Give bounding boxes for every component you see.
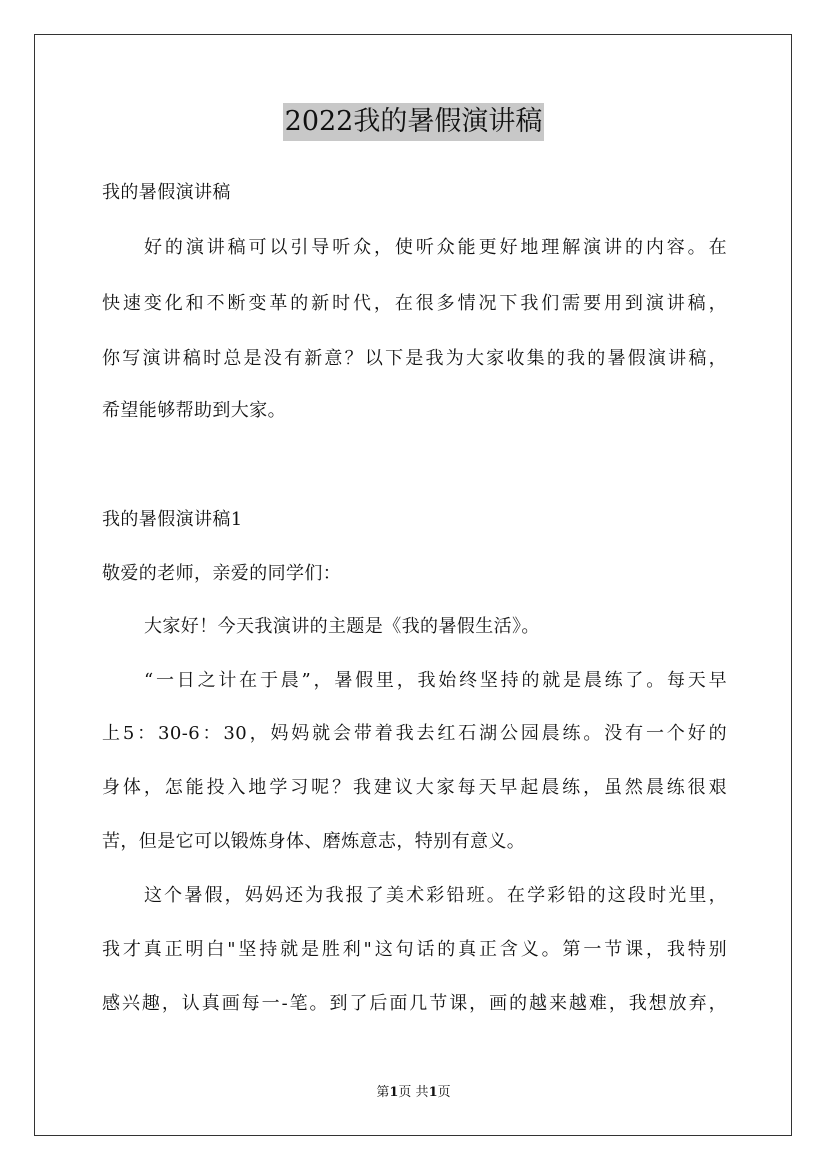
paragraph2-line-1: 这个暑假，妈妈还为我报了美术彩铅班。在学彩铅的这段时光里，: [144, 885, 727, 906]
footer-page-number: 1: [389, 1085, 399, 1100]
paragraph1-line-1: “一日之计在于晨”，暑假里，我始终坚持的就是晨练了。每天早: [144, 670, 727, 691]
paragraph1-line-2: 上5：30-6：30，妈妈就会带着我去红石湖公园晨练。没有一个好的: [102, 723, 727, 744]
paragraph1-line-3: 身体，怎能投入地学习呢？我建议大家每天早起晨练，虽然晨练很艰: [102, 777, 727, 798]
greeting: 大家好！今天我演讲的主题是《我的暑假生活》。: [144, 616, 540, 637]
document-title-text: 2022我的暑假演讲稿: [283, 103, 545, 141]
section-heading: 我的暑假演讲稿1: [102, 509, 243, 530]
paragraph2-line-3: 感兴趣，认真画每一-笔。到了后面几节课，画的越来越难，我想放弃，: [102, 993, 727, 1014]
footer-page-total: 1: [428, 1085, 438, 1100]
intro-line-1: 好的演讲稿可以引导听众，使听众能更好地理解演讲的内容。在: [144, 237, 727, 258]
footer-suffix: 页: [437, 1085, 451, 1100]
document-subtitle: 我的暑假演讲稿: [102, 182, 231, 203]
document-title: [0, 103, 827, 143]
intro-line-2: 快速变化和不断变革的新时代，在很多情况下我们需要用到演讲稿，: [102, 293, 727, 314]
page-footer: [0, 1084, 827, 1102]
footer-prefix: 第: [376, 1085, 390, 1100]
salutation: 敬爱的老师，亲爱的同学们：: [102, 563, 342, 584]
paragraph1-line-4: 苦，但是它可以锻炼身体、磨炼意志，特别有意义。: [102, 831, 526, 852]
intro-line-4: 希望能够帮助到大家。: [102, 400, 286, 421]
paragraph2-line-2: 我才真正明白"坚持就是胜利"这句话的真正含义。第一节课，我特别: [102, 939, 727, 960]
footer-mid: 页 共: [398, 1085, 429, 1100]
intro-line-3: 你写演讲稿时总是没有新意？以下是我为大家收集的我的暑假演讲稿，: [102, 348, 727, 369]
